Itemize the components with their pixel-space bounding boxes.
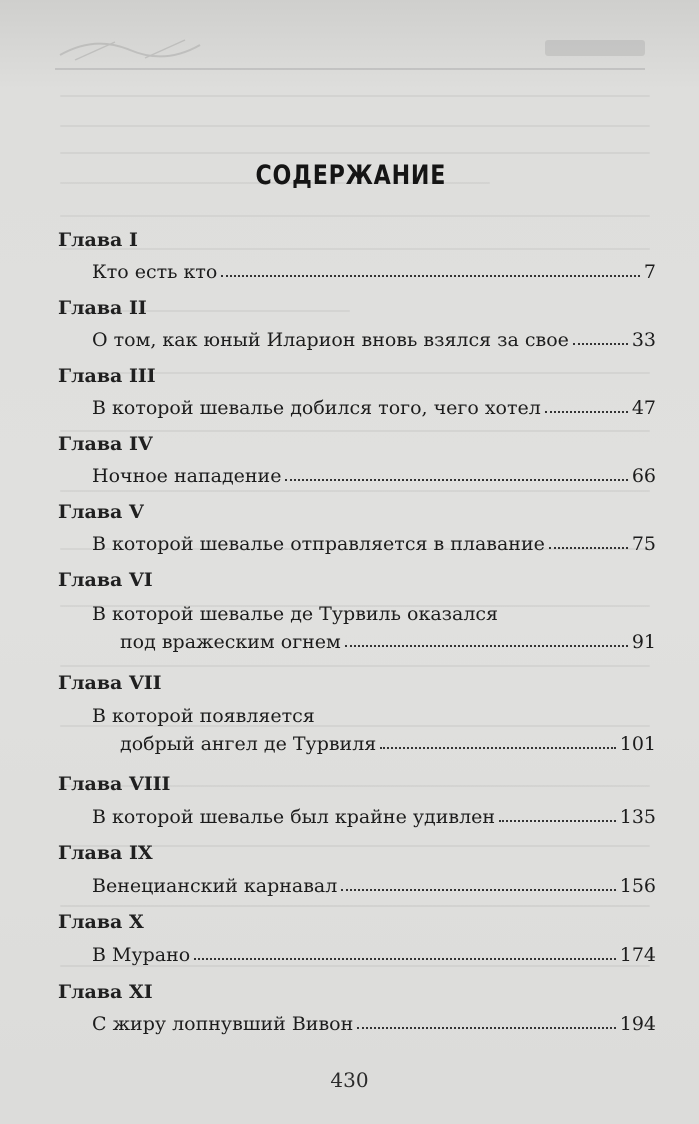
toc-chapter-heading: Глава IX — [58, 842, 153, 864]
toc-entry-title: В которой шевалье был крайне удивлен — [92, 806, 496, 828]
toc-entry-title: С жиру лопнувший Вивон — [92, 1013, 354, 1035]
toc-chapter-heading: Глава V — [58, 501, 144, 523]
toc-entry-title-continued: под вражеским огнем — [120, 631, 341, 653]
toc-chapter-heading: Глава I — [58, 229, 138, 251]
toc-entry-title: Венецианский карнавал — [92, 875, 338, 897]
toc-chapter-heading: Глава X — [58, 911, 144, 933]
toc-page-number: 91 — [631, 631, 656, 653]
toc-entry[interactable] — [92, 329, 656, 351]
toc-chapter-heading: Глава II — [58, 297, 147, 319]
toc-entry-title: В которой шевалье де Турвиль оказался — [92, 603, 499, 625]
toc-page-number: 194 — [619, 1013, 656, 1035]
page-number: 430 — [330, 1068, 369, 1092]
toc-entry[interactable] — [92, 465, 656, 487]
leader-dots — [573, 343, 628, 345]
toc-entry-title-continued: добрый ангел де Турвиля — [120, 733, 377, 755]
toc-entry[interactable] — [92, 261, 656, 283]
toc-entry-title: Кто есть кто — [92, 261, 218, 283]
leader-dots — [499, 820, 616, 822]
toc-chapter-heading: Глава VIII — [58, 773, 171, 795]
toc-entry[interactable] — [92, 806, 656, 828]
toc-entry-title: В которой появляется — [92, 705, 315, 727]
toc-chapter-heading: Глава VII — [58, 672, 162, 694]
toc-chapter-heading: Глава XI — [58, 981, 153, 1003]
leader-dots — [549, 547, 628, 549]
leader-dots — [380, 747, 615, 749]
toc-page-number: 33 — [631, 329, 656, 351]
toc-page-number: 7 — [643, 261, 656, 283]
toc-entry-title: В Мурано — [92, 944, 191, 966]
toc-chapter-heading: Глава III — [58, 365, 156, 387]
toc-entry[interactable] — [92, 705, 656, 755]
toc-page-number: 135 — [619, 806, 656, 828]
leader-dots — [194, 958, 616, 960]
toc-entry[interactable] — [92, 944, 656, 966]
toc-page-number: 47 — [631, 397, 656, 419]
leader-dots — [221, 275, 640, 277]
toc-entry-title: О том, как юный Иларион вновь взялся за свое — [92, 329, 569, 351]
toc-entry-title: В которой шевалье отправляется в плавание — [92, 533, 545, 555]
leader-dots — [545, 411, 628, 413]
leader-dots — [345, 645, 628, 647]
toc-entry[interactable] — [92, 603, 656, 653]
toc-entry[interactable] — [92, 1013, 656, 1035]
page-title: СОДЕРЖАНИЕ — [255, 160, 447, 191]
toc-page-number: 174 — [619, 944, 656, 966]
leader-dots — [285, 479, 627, 481]
toc-entry[interactable] — [92, 875, 656, 897]
toc-entry-title: В которой шевалье добился того, чего хотел — [92, 397, 541, 419]
toc-chapter-heading: Глава IV — [58, 433, 153, 455]
toc-entry[interactable] — [92, 397, 656, 419]
leader-dots — [357, 1027, 615, 1029]
toc-entry-title: Ночное нападение — [92, 465, 282, 487]
leader-dots — [341, 889, 615, 891]
toc-page-number: 101 — [619, 733, 656, 755]
toc-page-number: 66 — [631, 465, 656, 487]
toc-chapter-heading: Глава VI — [58, 569, 153, 591]
toc-page-number: 75 — [631, 533, 656, 555]
toc-page-number: 156 — [619, 875, 656, 897]
toc-entry[interactable] — [92, 533, 656, 555]
